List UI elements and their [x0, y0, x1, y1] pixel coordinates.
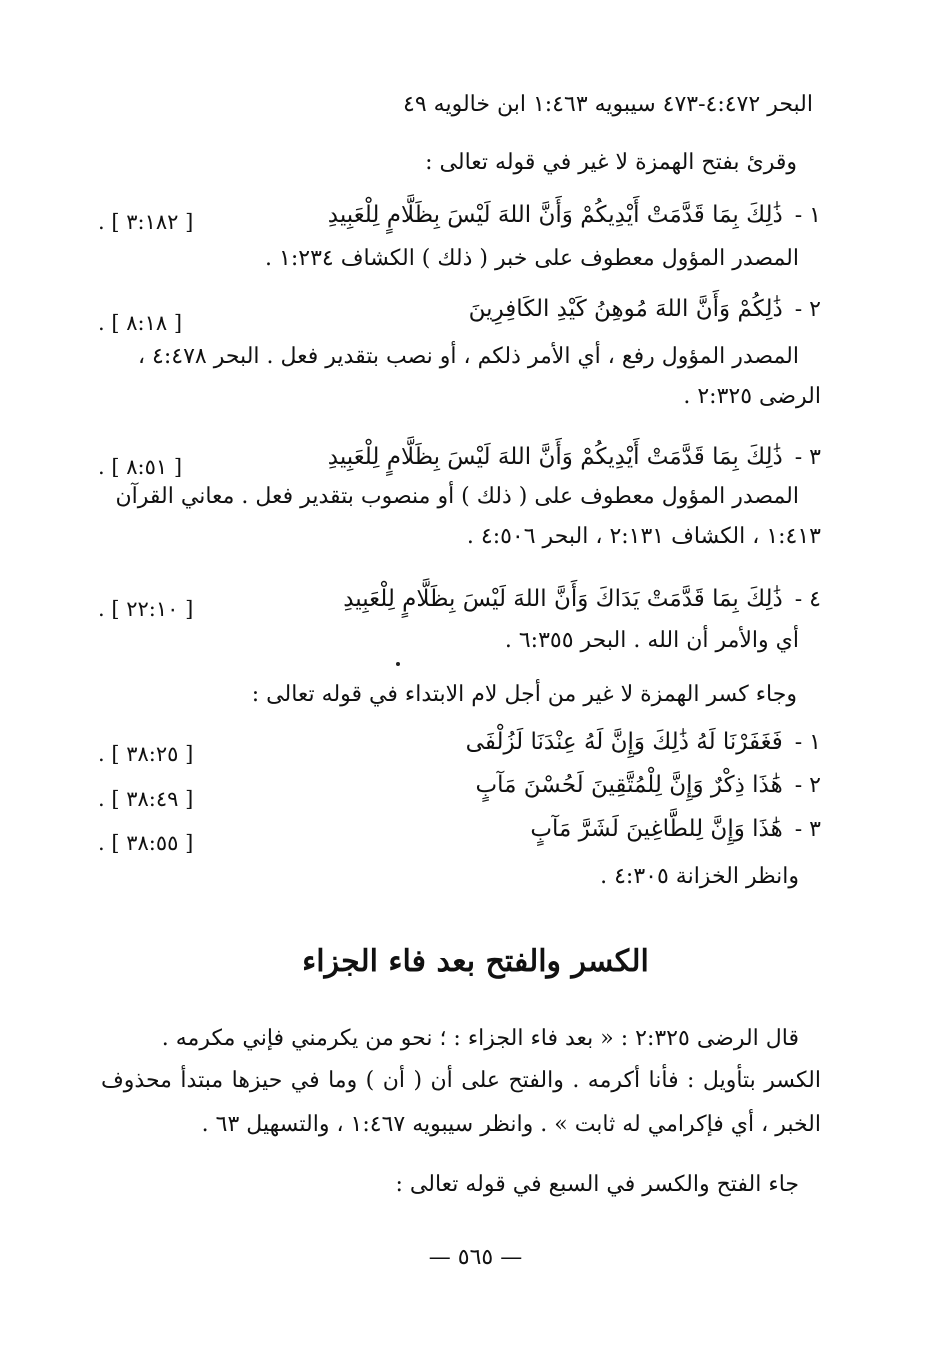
verse-text: فَغَفَرْنَا لَهُ ذَٰلِكَ وَإِنَّ لَهُ عِنْدَنَا لَزُلْفَى [465, 729, 783, 755]
verse-number: ١ - [794, 730, 821, 755]
verse-reference: [ ٣٨:٢٥ ] . [98, 742, 194, 766]
verse-number: ٢ - [794, 297, 821, 322]
verse-reference: [ ٨:٥١ ] . [98, 455, 183, 479]
verse-reference: [ ٣٨:٥٥ ] . [98, 831, 194, 855]
verse-note: المصدر المؤول رفع ، أي الأمر ذلكم ، أو نصب بتقدير فعل . البحر ٤:٤٧٨ ، [137, 344, 799, 369]
section-heading: الكسر والفتح بعد فاء الجزاء [302, 944, 649, 979]
fath-verse-1 [328, 200, 821, 231]
fath-verse-4 [343, 584, 821, 615]
verse-note-continued: الرضى ٢:٣٢٥ . [683, 384, 821, 409]
fath-verse-3 [328, 442, 821, 473]
verse-note-continued: ١:٤١٣ ، الكشاف ٢:١٣١ ، البحر ٤:٥٠٦ . [466, 524, 821, 549]
ink-speck [396, 662, 400, 666]
kasr-see-also: وانظر الخزانة ٤:٣٠٥ . [600, 864, 799, 889]
verse-text: ذَٰلِكُمْ وَأَنَّ اللهَ مُوهِنُ كَيْدِ الكَافِرِينَ [468, 296, 783, 322]
verse-text: ذَٰلِكَ بِمَا قَدَّمَتْ أَيْدِيكُمْ وَأَنَّ اللهَ لَيْسَ بِظَلَّامٍ لِلْعَبِيدِ [327, 444, 783, 470]
verse-note: أي والأمر أن الله . البحر ٦:٣٥٥ . [504, 628, 799, 653]
verse-number: ٤ - [794, 587, 821, 612]
verse-number: ٣ - [794, 817, 821, 842]
fath-intro: وقرئ بفتح الهمزة لا غير في قوله تعالى : [425, 150, 797, 175]
kasr-verse-3 [530, 814, 821, 845]
page-number: — ٥٦٥ — [428, 1245, 523, 1270]
kasr-verse-2 [476, 770, 822, 801]
verse-text: هَٰذَا وَإِنَّ لِلطَّاغِينَ لَشَرَّ مَآبٍ [530, 816, 783, 842]
kasr-intro: وجاء كسر الهمزة لا غير من أجل لام الابتداء في قوله تعالى : [251, 682, 797, 707]
verse-number: ١ - [794, 203, 821, 228]
paragraph-line-1: قال الرضى ٢:٣٢٥ : « بعد فاء الجزاء : ؛ نحو من يكرمني فإني مكرمه . [161, 1026, 799, 1051]
verse-number: ٢ - [794, 773, 821, 798]
paragraph-line-2: الكسر بتأويل : فأنا أكرمه . والفتح على أن ( أن ) وما في حيزها مبتدأ محذوف [101, 1068, 821, 1093]
verse-reference: [ ٨:١٨ ] . [98, 311, 183, 335]
verse-reference: [ ٣٨:٤٩ ] . [98, 787, 194, 811]
verse-reference: [ ٢٢:١٠ ] . [98, 597, 194, 621]
verse-number: ٣ - [794, 445, 821, 470]
paragraph-line-4: جاء الفتح والكسر في السبع في قوله تعالى : [395, 1172, 799, 1197]
paragraph-line-3: الخبر ، أي فإكرامي له ثابت » . وانظر سيبويه ١:٤٦٧ ، والتسهيل ٦٣ . [201, 1112, 821, 1137]
verse-reference: [ ٣:١٨٢ ] . [98, 210, 194, 234]
verse-note: المصدر المؤول معطوف على ( ذلك ) أو منصوب بتقدير فعل . معاني القرآن [115, 484, 799, 509]
verse-text: ذَٰلِكَ بِمَا قَدَّمَتْ يَدَاكَ وَأَنَّ اللهَ لَيْسَ بِظَلَّامٍ لِلْعَبِيدِ [343, 586, 783, 612]
verse-text: هَٰذَا ذِكْرٌ وَإِنَّ لِلْمُتَّقِينَ لَحُسْنَ مَآبٍ [475, 772, 783, 798]
verse-text: ذَٰلِكَ بِمَا قَدَّمَتْ أَيْدِيكُمْ وَأَنَّ اللهَ لَيْسَ بِظَلَّامٍ لِلْعَبِيدِ [327, 202, 783, 228]
source-citations: البحر ٤:٤٧٢-٤٧٣ سيبويه ١:٤٦٣ ابن خالويه ٤٩ [403, 92, 813, 117]
verse-note: المصدر المؤول معطوف على خبر ( ذلك ) الكشاف ١:٢٣٤ . [265, 246, 799, 271]
kasr-verse-1 [466, 727, 821, 758]
fath-verse-2 [469, 294, 821, 325]
